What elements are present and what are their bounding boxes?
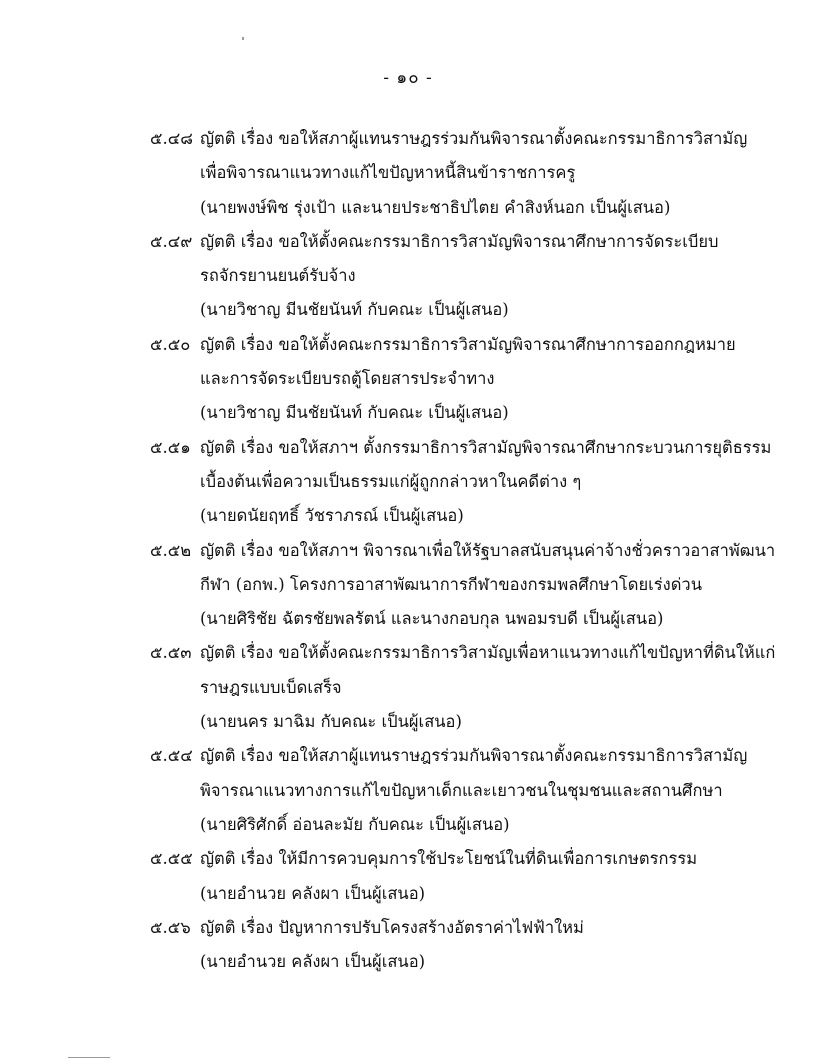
motion-item xyxy=(150,225,780,328)
motion-title-line xyxy=(150,225,780,259)
motion-number: ๕.๔๘ xyxy=(150,129,193,148)
motion-item xyxy=(150,739,780,842)
motion-title-line xyxy=(150,842,780,876)
motion-text-line: ราษฎรแบบเบ็ดเสร็จ xyxy=(200,677,342,697)
motion-list xyxy=(150,122,780,979)
motion-proposer-line: (นายอำนวย คลังผา เป็นผู้เสนอ) xyxy=(200,952,426,972)
motion-title-line xyxy=(150,122,780,156)
motion-item xyxy=(150,122,780,225)
motion-proposer-line: (นายดนัยฤทธิ์ วัชราภรณ์ เป็นผู้เสนอ) xyxy=(200,506,464,526)
motion-proposer-line: (นายศิริชัย ฉัตรชัยพลรัตน์ และนางกอบกุล นพอมรบดี เป็นผู้เสนอ) xyxy=(200,609,664,629)
motion-number: ๕.๔๙ xyxy=(150,231,193,251)
motion-text: ญัตติ เรื่อง ขอให้สภาผู้แทนราษฎรร่วมกันพิจารณาตั้งคณะกรรมาธิการวิสามัญ xyxy=(200,129,748,148)
motion-text: ญัตติ เรื่อง ปัญหาการปรับโครงสร้างอัตราค่าไฟฟ้าใหม่ xyxy=(200,917,584,937)
motion-title-line xyxy=(150,739,780,773)
motion-text: ญัตติ เรื่อง ขอให้ตั้งคณะกรรมาธิการวิสามัญพิจารณาศึกษาการจัดระเบียบ xyxy=(200,231,719,251)
motion-proposer-line: (นายวิชาญ มีนชัยนันท์ กับคณะ เป็นผู้เสนอ) xyxy=(200,300,509,320)
motion-proposer-line: (นายวิชาญ มีนชัยนันท์ กับคณะ เป็นผู้เสนอ) xyxy=(200,403,509,423)
scan-mark-top xyxy=(242,37,244,40)
motion-text-line: เพื่อพิจารณาแนวทางแก้ไขปัญหาหนี้สินข้าราชการครู xyxy=(200,163,576,183)
motion-text-line: กีฬา (อกพ.) โครงการอาสาพัฒนาการกีฬาของกรมพลศึกษาโดยเร่งด่วน xyxy=(200,574,702,594)
motion-proposer-line: (นายศิริศักดิ์ อ่อนละมัย กับคณะ เป็นผู้เสนอ) xyxy=(200,814,510,834)
motion-text: ญัตติ เรื่อง ขอให้สภาฯ ตั้งกรรมาธิการวิสามัญพิจารณาศึกษากระบวนการยุติธรรม xyxy=(200,437,772,457)
motion-title-line xyxy=(150,431,780,465)
motion-proposer-line: (นายอำนวย คลังผา เป็นผู้เสนอ) xyxy=(200,883,426,903)
motion-text-line: รถจักรยานยนต์รับจ้าง xyxy=(200,266,356,286)
motion-text: ญัตติ เรื่อง ขอให้สภาผู้แทนราษฎรร่วมกันพิจารณาตั้งคณะกรรมาธิการวิสามัญ xyxy=(200,746,748,766)
motion-text: ญัตติ เรื่อง ขอให้ตั้งคณะกรรมาธิการวิสามัญเพื่อหาแนวทางแก้ไขปัญหาที่ดินให้แก่ xyxy=(200,643,776,663)
motion-number: ๕.๕๒ xyxy=(150,540,192,560)
motion-number: ๕.๕๐ xyxy=(150,334,191,354)
motion-text-line: พิจารณาแนวทางการแก้ไขปัญหาเด็กและเยาวชนในชุมชนและสถานศึกษา xyxy=(200,780,723,800)
motion-item xyxy=(150,328,780,431)
motion-number: ๕.๕๑ xyxy=(150,437,191,457)
motion-title-line xyxy=(150,328,780,362)
motion-item xyxy=(150,636,780,739)
motion-text: ญัตติ เรื่อง ให้มีการควบคุมการใช้ประโยชน์ในที่ดินเพื่อการเกษตรกรรม xyxy=(200,849,698,869)
motion-text-line: เบื้องต้นเพื่อความเป็นธรรมแก่ผู้ถูกกล่าวหาในคดีต่าง ๆ xyxy=(200,471,582,491)
motion-number: ๕.๕๖ xyxy=(150,917,191,937)
motion-item xyxy=(150,534,780,637)
page-number: - ๑๐ - xyxy=(383,68,433,88)
motion-item xyxy=(150,911,780,980)
motion-title-line xyxy=(150,534,780,568)
motion-text: ญัตติ เรื่อง ขอให้สภาฯ พิจารณาเพื่อให้รัฐบาลสนับสนุนค่าจ้างชั่วคราวอาสาพัฒนา xyxy=(200,540,776,560)
motion-title-line xyxy=(150,636,780,670)
motion-number: ๕.๕๔ xyxy=(150,746,193,766)
motion-proposer-line: (นายนคร มาฉิม กับคณะ เป็นผู้เสนอ) xyxy=(200,712,462,732)
scan-mark-bottom xyxy=(68,1057,110,1058)
motion-number: ๕.๕๕ xyxy=(150,849,193,869)
motion-item xyxy=(150,842,780,911)
motion-number: ๕.๕๓ xyxy=(150,643,192,663)
motion-item xyxy=(150,431,780,534)
motion-text-line: และการจัดระเบียบรถตู้โดยสารประจำทาง xyxy=(200,369,495,389)
motion-text: ญัตติ เรื่อง ขอให้ตั้งคณะกรรมาธิการวิสามัญพิจารณาศึกษาการออกกฎหมาย xyxy=(200,334,736,354)
motion-title-line xyxy=(150,911,780,945)
motion-proposer-line: (นายพงษ์พิช รุ่งเป้า และนายประชาธิปไตย คำสิงห์นอก เป็นผู้เสนอ) xyxy=(200,197,671,217)
